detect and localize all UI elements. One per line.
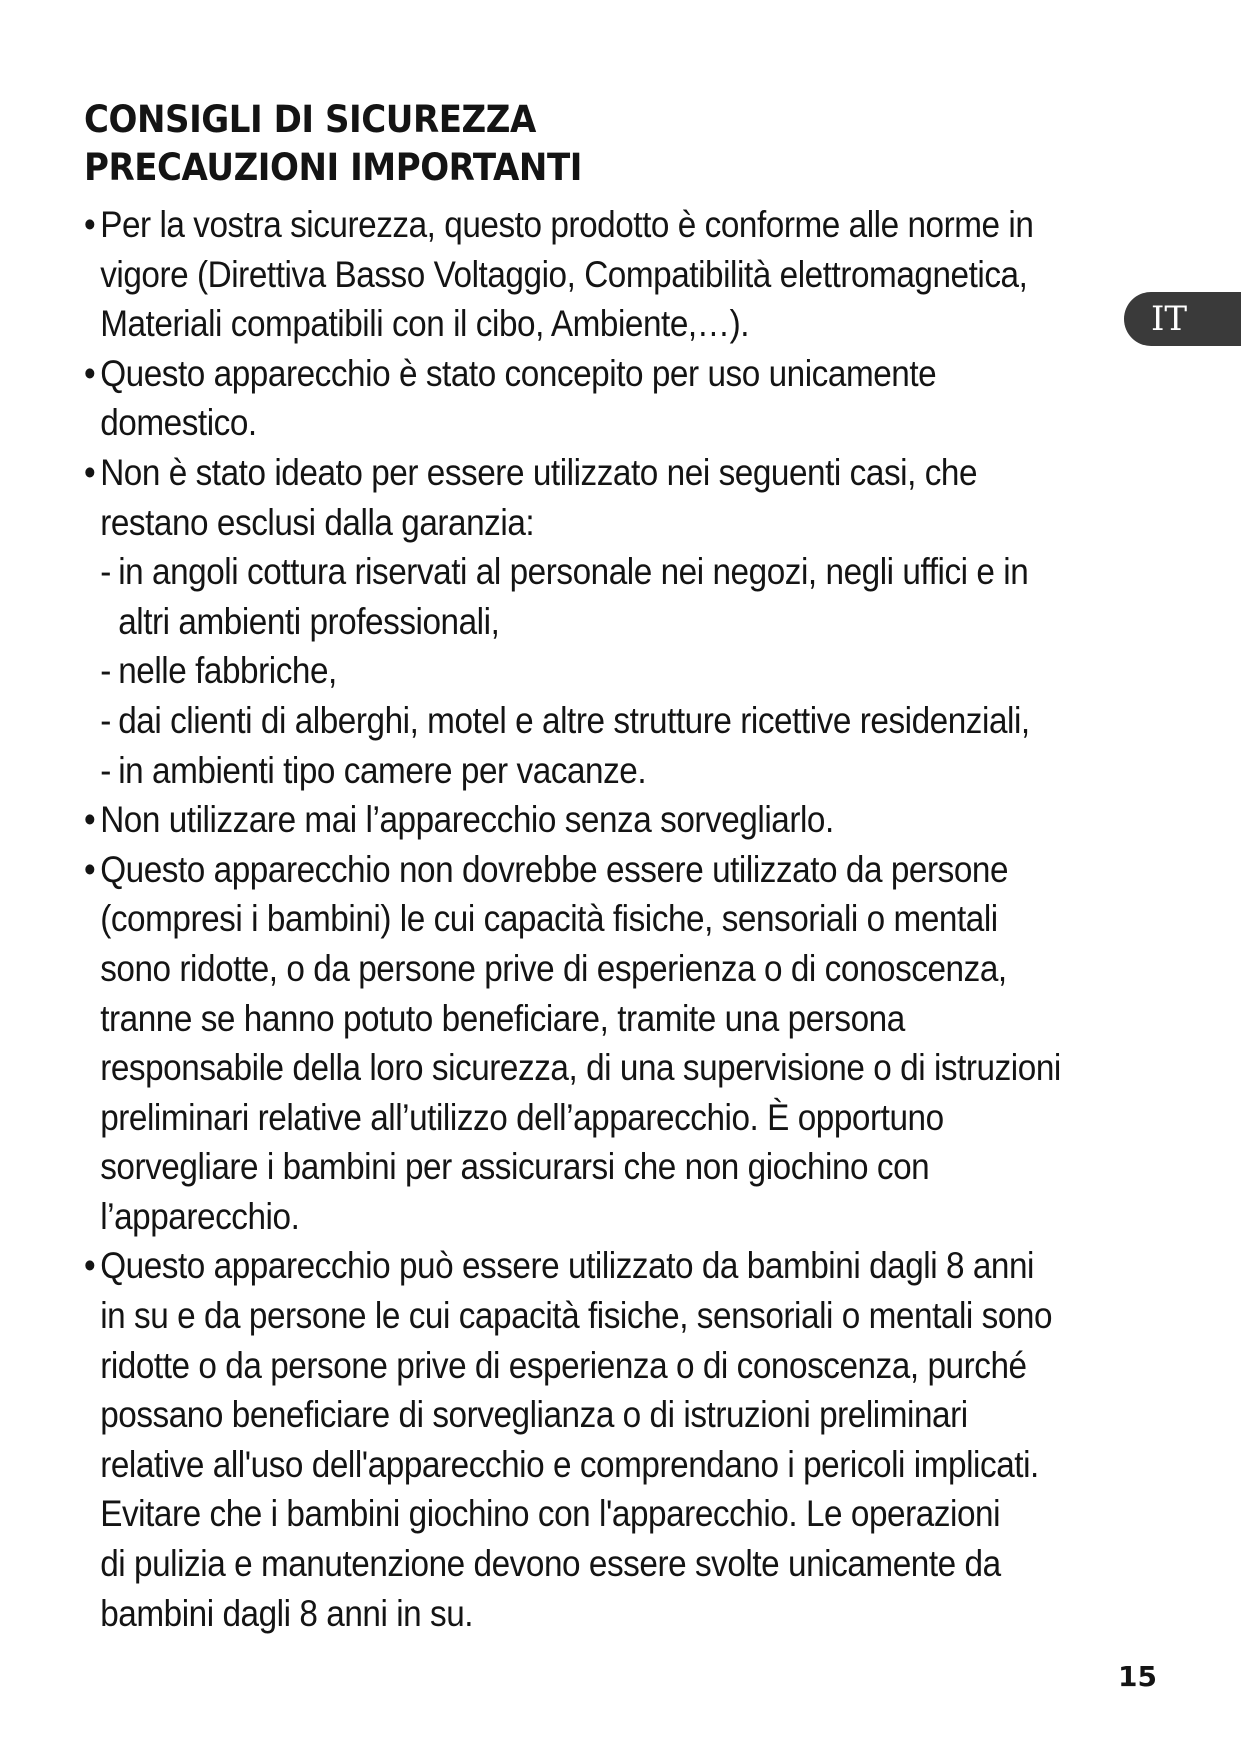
sub-item-text-line: in angoli cottura riservati al personale nei negozi, negli uffici e in — [118, 551, 1029, 593]
bullet-text-line: restano esclusi dalla garanzia: — [100, 501, 535, 543]
bullet-text-line: Non utilizzare mai l’apparecchio senza sorvegliarlo. — [100, 799, 834, 841]
bullet-text-line: tranne se hanno potuto beneficiare, tramite una persona — [100, 997, 905, 1039]
page-number: 15 — [1118, 1660, 1157, 1693]
bullet-text-line: Questo apparecchio è stato concepito per uso unicamente — [100, 352, 937, 394]
heading-line-1: CONSIGLI DI SICUREZZA — [84, 98, 536, 141]
bullet-text-line: Evitare che i bambini giochino con l'apparecchio. Le operazioni — [100, 1493, 1001, 1535]
bullet-item — [84, 795, 1110, 845]
dash-marker: - — [100, 749, 111, 791]
bullet-text-line: sono ridotte, o da persone prive di esperienza o di conoscenza, — [100, 947, 1007, 989]
bullet-text-line: possano beneficiare di sorveglianza o di istruzioni preliminari — [100, 1394, 968, 1436]
bullet-item — [84, 200, 1110, 349]
sub-item-text-line: nelle fabbriche, — [118, 650, 337, 692]
sub-item-text-line: altri ambienti professionali, — [118, 600, 500, 642]
bullet-text-line: Questo apparecchio non dovrebbe essere utilizzato da persone — [100, 848, 1009, 890]
dash-marker: - — [100, 551, 111, 593]
bullet-item — [84, 1241, 1110, 1638]
bullet-text-line: l’apparecchio. — [100, 1195, 300, 1237]
bullet-text-line: Materiali compatibili con il cibo, Ambiente,…). — [100, 303, 750, 345]
language-tab: IT — [1124, 292, 1241, 346]
dash-marker: - — [100, 699, 111, 741]
bullet-item — [84, 448, 1110, 547]
sub-list-item — [84, 547, 1110, 646]
safety-instructions-list — [84, 200, 1110, 1638]
bullet-marker: • — [84, 204, 96, 245]
section-heading — [84, 96, 582, 192]
bullet-text-line: Per la vostra sicurezza, questo prodotto è conforme alle norme in — [100, 204, 1034, 245]
bullet-text-line: Non è stato ideato per essere utilizzato nei seguenti casi, che — [100, 451, 978, 493]
bullet-marker: • — [84, 1245, 96, 1287]
bullet-text-line: di pulizia e manutenzione devono essere svolte unicamente da — [100, 1543, 1001, 1585]
bullet-text-line: preliminari relative all’utilizzo dell’apparecchio. È opportuno — [100, 1096, 944, 1138]
sub-list-item — [84, 746, 1110, 796]
sub-item-text-line: dai clienti di alberghi, motel e altre strutture ricettive residenziali, — [118, 699, 1030, 741]
bullet-marker: • — [84, 451, 96, 493]
bullet-text-line: Questo apparecchio può essere utilizzato da bambini dagli 8 anni — [100, 1245, 1035, 1287]
dash-marker: - — [100, 650, 111, 692]
sub-list-item — [84, 696, 1110, 746]
bullet-text-line: sorvegliare i bambini per assicurarsi che non giochino con — [100, 1146, 930, 1188]
bullet-text-line: bambini dagli 8 anni in su. — [100, 1592, 474, 1634]
bullet-text-line: responsabile della loro sicurezza, di una supervisione o di istruzioni — [100, 1047, 1061, 1089]
bullet-text-line: ridotte o da persone prive di esperienza o di conoscenza, purché — [100, 1344, 1027, 1386]
bullet-text-line: relative all'uso dell'apparecchio e comprendano i pericoli implicati. — [100, 1443, 1039, 1485]
heading-line-2: PRECAUZIONI IMPORTANTI — [84, 146, 582, 189]
bullet-marker: • — [84, 848, 96, 890]
bullet-marker: • — [84, 799, 96, 841]
bullet-marker: • — [84, 352, 96, 394]
sub-list-item — [84, 646, 1110, 696]
bullet-item — [84, 349, 1110, 448]
bullet-item — [84, 845, 1110, 1242]
bullet-text-line: domestico. — [100, 402, 257, 444]
sub-item-text-line: in ambienti tipo camere per vacanze. — [118, 749, 647, 791]
bullet-text-line: in su e da persone le cui capacità fisiche, sensoriali o mentali sono — [100, 1295, 1053, 1337]
bullet-text-line: (compresi i bambini) le cui capacità fisiche, sensoriali o mentali — [100, 898, 998, 940]
bullet-text-line: vigore (Direttiva Basso Voltaggio, Compatibilità elettromagnetica, — [100, 253, 1028, 295]
